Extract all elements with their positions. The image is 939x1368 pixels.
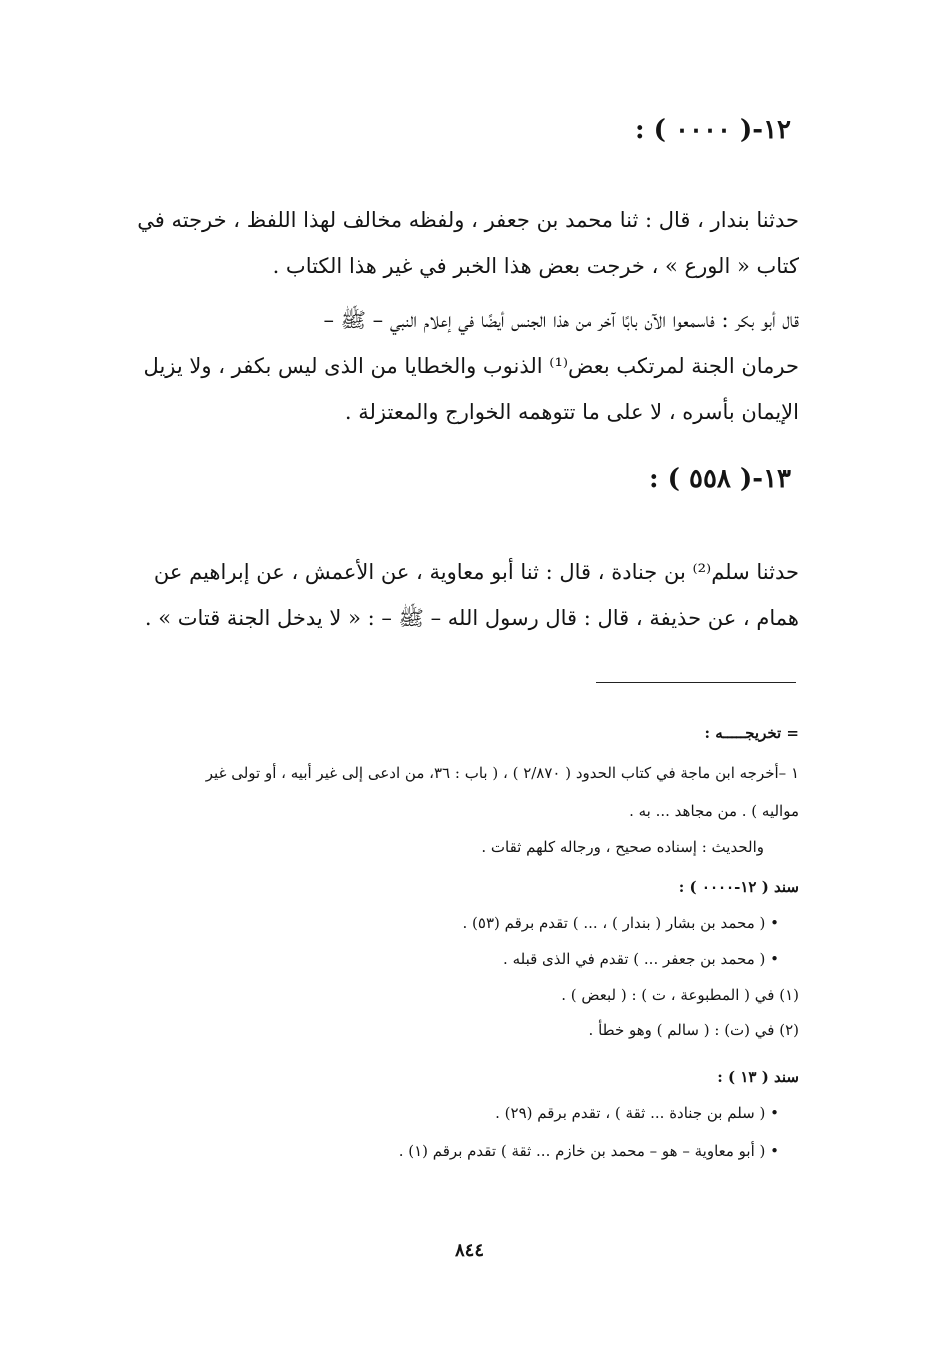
sanad-item: • ( سلم بن جنادة ... ثقة ) ، تقدم برقم (٢٩) . <box>495 1104 779 1122</box>
body-line: حدثنا سلم⁽²⁾ بن جنادة ، قال : ثنا أبو معاوية ، عن الأعمش ، عن إبراهيم عن <box>153 560 799 584</box>
hadith-13-heading: ١٣-( ٥٥٨ ) : <box>648 464 791 494</box>
page-number: ٨٤٤ <box>454 1240 484 1261</box>
sanad-item: • ( أبو معاوية – هو – محمد بن خازم ... ثقة ) تقدم برقم (١) . <box>398 1142 779 1160</box>
footnote-line: ١ –أخرجه ابن ماجة في كتاب الحدود ( ٢/٨٧٠ ) ، ( باب : ٣٦، من ادعى إلى غير أبيه ، أو تولى غير <box>205 764 799 782</box>
sanad-item: • ( محمد بن جعفر ... ) تقدم في الذى قبله . <box>503 950 779 968</box>
hadith-12-heading: ١٢-( ٠٠٠٠ ) : <box>635 115 791 145</box>
body-line: كتاب « الورع » ، خرجت بعض هذا الخبر في غير هذا الكتاب . <box>272 254 799 278</box>
takhrij-title: = تخريجـــــه : <box>704 724 799 742</box>
body-line: قال أبو بكر : فاسمعوا الآن بابًا آخر من هذا الجنس أيضًا في إعلام النبي – ﷺ – <box>323 308 799 332</box>
hadith-12-body <box>130 197 799 435</box>
hadith-13-body <box>130 549 799 641</box>
sanad-item: • ( محمد بن بشار ( بندار ) ، ... ) تقدم برقم (٥٣) . <box>462 914 779 932</box>
body-line: الإيمان بأسره ، لا على ما تتوهمه الخوارج والمعتزلة . <box>344 400 799 424</box>
sanad-12-title: سند ( ١٢-٠٠٠٠ ) : <box>678 878 799 896</box>
footnote-line: مواليه ) . من مجاهد ... به . <box>629 802 799 820</box>
variant-note: (٢) في (ت) : ( سالم ) وهو خطأ . <box>588 1021 799 1039</box>
footnote-line: والحديث : إسناده صحيح ، ورجاله كلهم ثقات . <box>481 838 764 856</box>
body-line: حرمان الجنة لمرتكب بعض⁽¹⁾ الذنوب والخطايا من الذى ليس بكفر ، ولا يزيل <box>143 354 799 378</box>
body-line: حدثنا بندار ، قال : ثنا محمد بن جعفر ، ولفظه مخالف لهذا اللفظ ، خرجته في <box>137 208 799 232</box>
variant-note: (١) في ( المطبوعة ، ت ) : ( لبعض ) . <box>561 986 799 1004</box>
footnote-separator <box>596 682 796 683</box>
sanad-13-title: سند ( ١٣ ) : <box>717 1068 799 1086</box>
body-line: همام ، عن حذيفة ، قال : قال رسول الله – ﷺ – : « لا يدخل الجنة قتات » . <box>144 606 799 630</box>
